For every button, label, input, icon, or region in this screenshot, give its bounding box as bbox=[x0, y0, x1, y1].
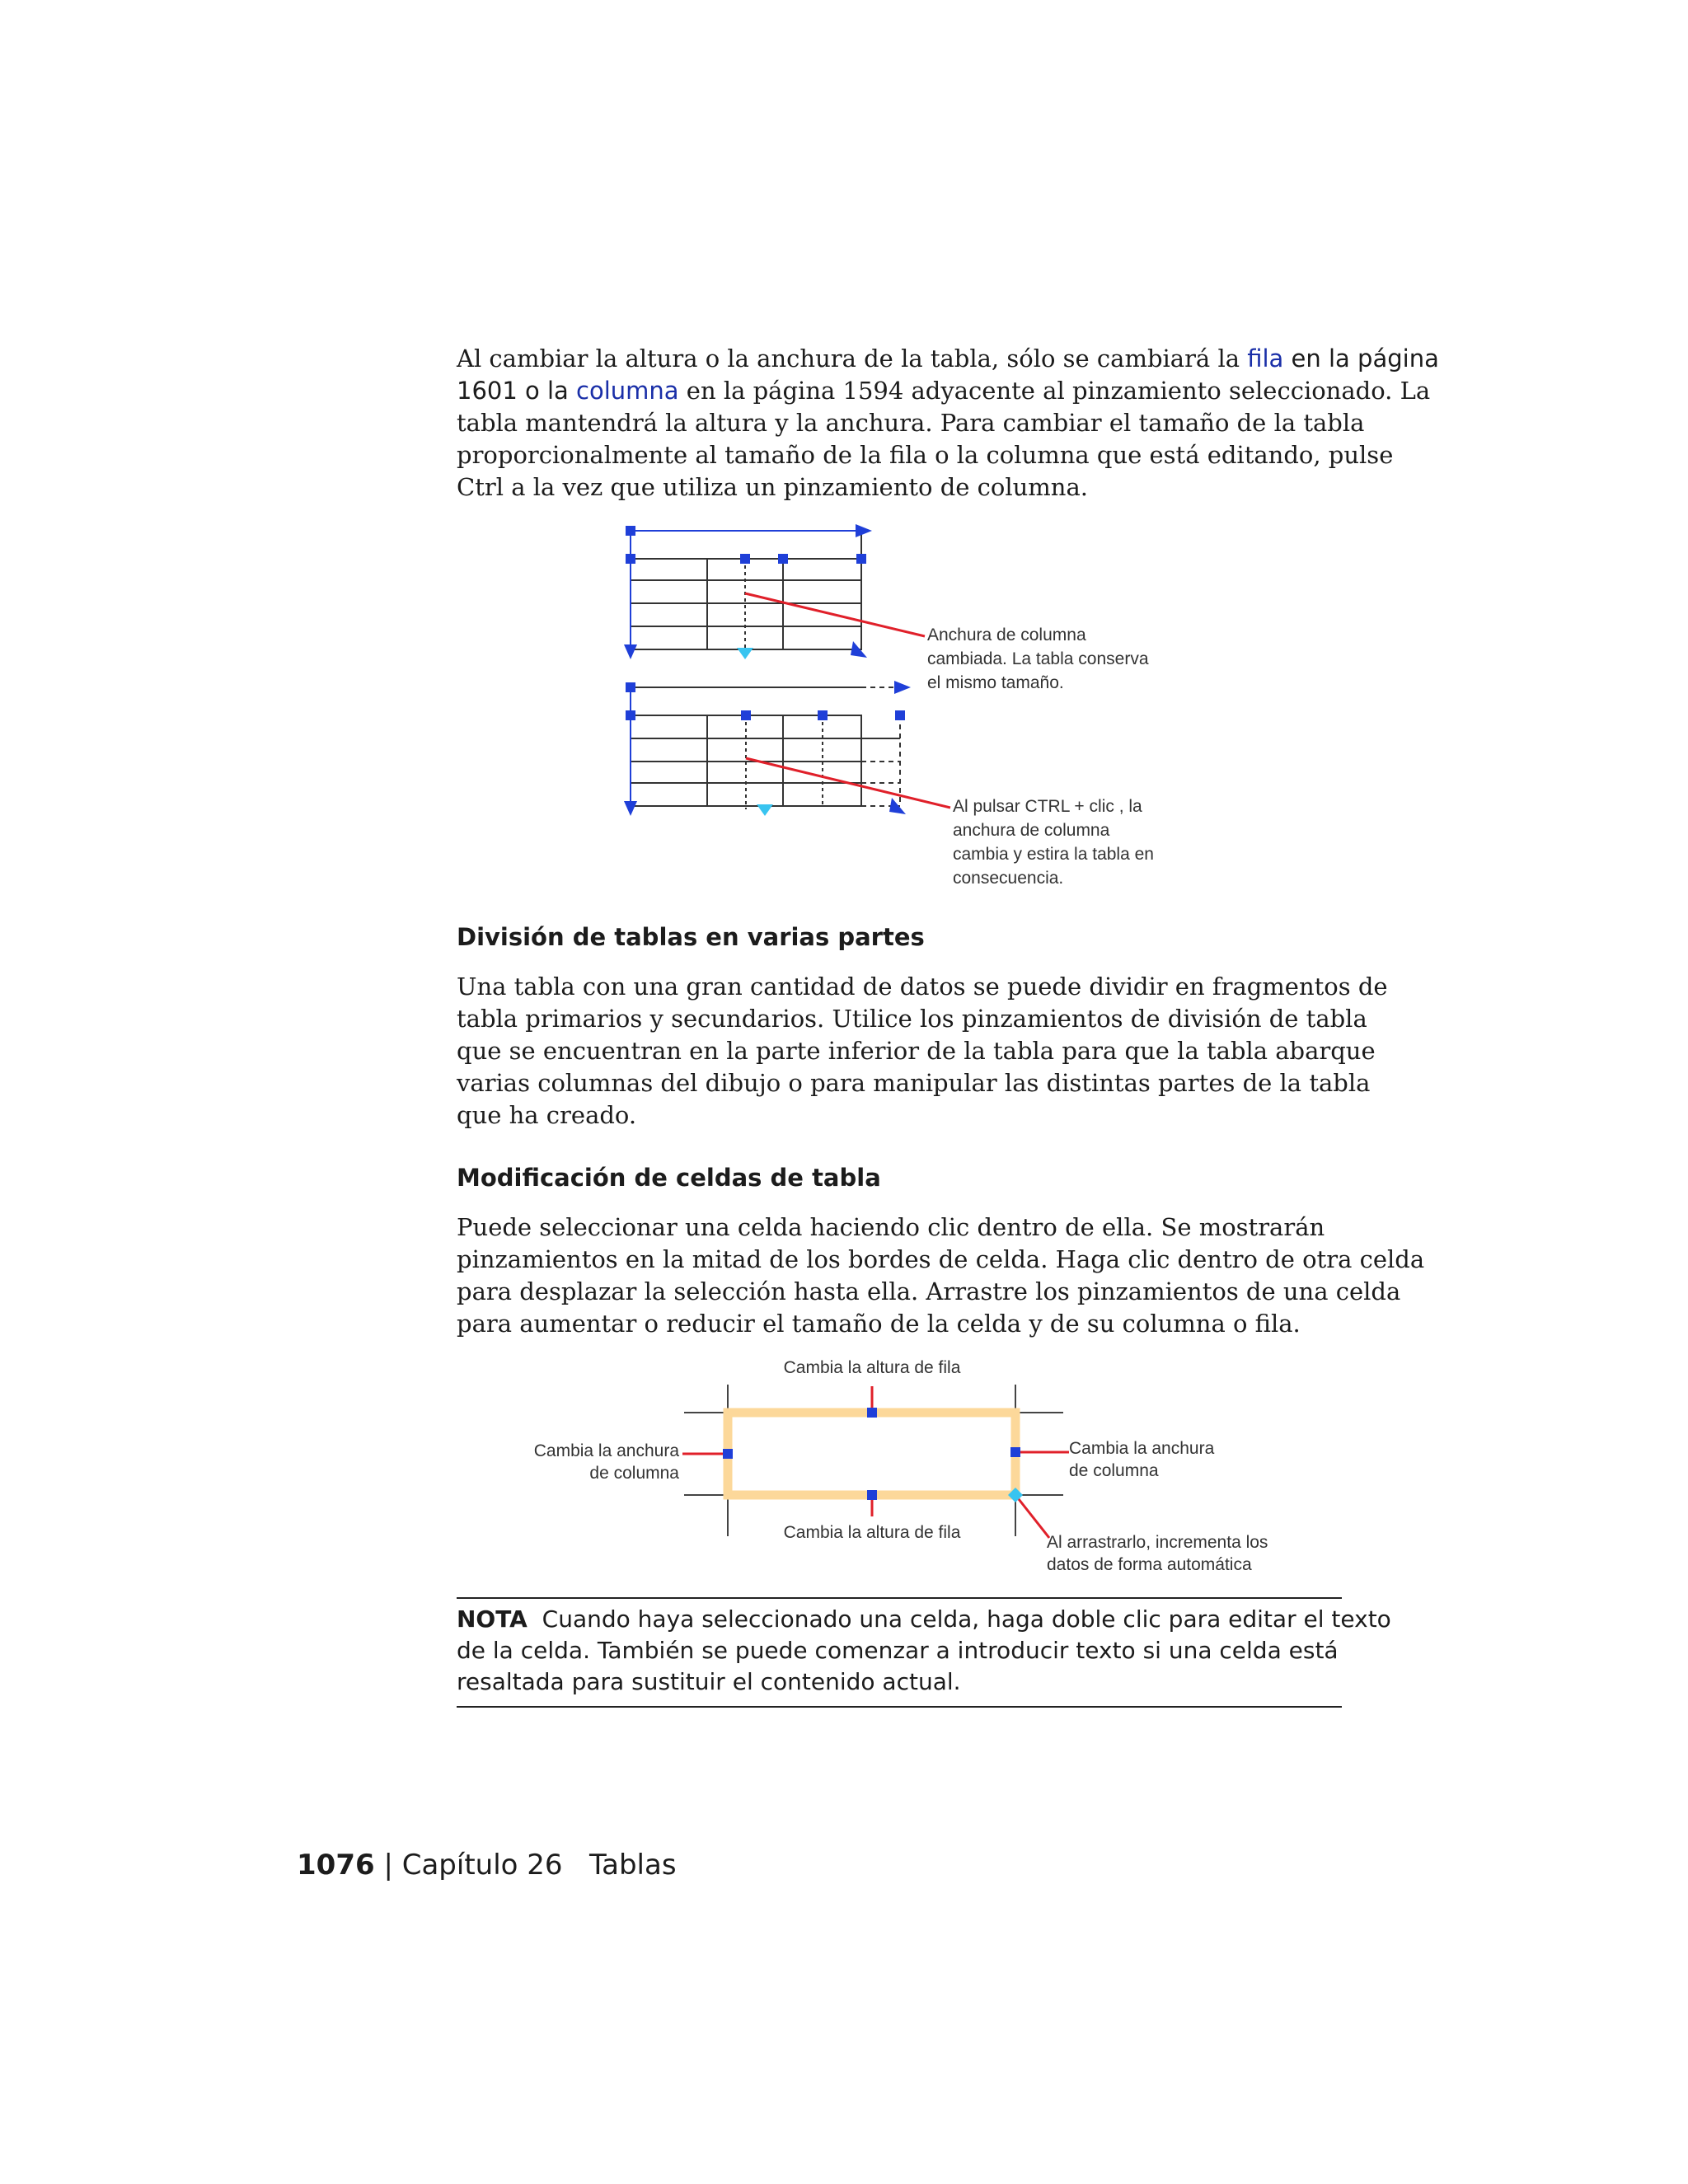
figure2-left-label-2: de columna bbox=[589, 1464, 679, 1483]
section1-line: que ha creado. bbox=[457, 1101, 637, 1129]
section1-line: que se encuentran en la parte inferior de la tabla para que la tabla abarque bbox=[457, 1037, 1376, 1065]
note-box bbox=[457, 1597, 1391, 1708]
cell-grid-lines bbox=[684, 1385, 1063, 1536]
column-width-figure bbox=[610, 511, 1203, 898]
section-heading-division: División de tablas en varias partes bbox=[457, 923, 925, 951]
section2-line: para aumentar o reducir el tamaño de la celda y de su columna o fila. bbox=[457, 1310, 1301, 1338]
section2-line: para desplazar la selección hasta ella. Arrastre los pinzamientos de una celda bbox=[457, 1277, 1401, 1305]
page-number: 1076 bbox=[297, 1849, 375, 1882]
cell-grips-figure bbox=[528, 1352, 1286, 1582]
intro-line-2: 1601 o la columna en la página 1594 adyacente al pinzamiento seleccionado. La bbox=[457, 377, 1431, 405]
grip-icon[interactable] bbox=[856, 554, 866, 564]
arrow-corner-icon bbox=[851, 641, 867, 658]
grip-icon[interactable] bbox=[626, 526, 635, 536]
section1-line: Una tabla con una gran cantidad de datos se puede dividir en fragmentos de bbox=[457, 972, 1388, 1001]
arrow-down-icon bbox=[624, 801, 637, 816]
intro-line-4: proporcionalmente al tamaño de la fila o la columna que está editando, pulse bbox=[457, 441, 1394, 469]
section2-paragraph bbox=[457, 1212, 1425, 1340]
figure2-right-label-1: Cambia la anchura bbox=[1069, 1439, 1215, 1458]
intro-line-1: Al cambiar la altura o la anchura de la tabla, sólo se cambiará la fila en la página bbox=[457, 344, 1439, 373]
grip-icon[interactable] bbox=[626, 682, 635, 692]
chapter-title: Tablas bbox=[588, 1849, 677, 1882]
figure2-right-label-2: de columna bbox=[1069, 1461, 1159, 1480]
figure1-bottom-label-1: Al pulsar CTRL + clic , la bbox=[953, 797, 1142, 816]
note-line: NOTA Cuando haya seleccionado una celda, haga doble clic para editar el texto bbox=[457, 1605, 1391, 1633]
chapter-label: Capítulo 26 bbox=[401, 1849, 563, 1882]
arrow-right-icon bbox=[856, 524, 872, 537]
grip-icon[interactable] bbox=[867, 1408, 877, 1418]
grip-icon[interactable] bbox=[867, 1490, 877, 1500]
figure1-top-label-2: cambiada. La tabla conserva bbox=[927, 649, 1149, 668]
grip-icon[interactable] bbox=[723, 1449, 733, 1459]
selected-cell-highlight[interactable] bbox=[728, 1413, 1015, 1495]
section1-line: varias columnas del dibujo o para manipular las distintas partes de la tabla bbox=[457, 1069, 1371, 1097]
grip-icon[interactable] bbox=[778, 554, 788, 564]
figure1-bottom-label-4: consecuencia. bbox=[953, 869, 1064, 888]
arrow-down-icon bbox=[624, 644, 637, 659]
page-footer bbox=[297, 1849, 677, 1882]
note-line: resaltada para sustituir el contenido actual. bbox=[457, 1668, 961, 1695]
note-label: NOTA bbox=[457, 1605, 528, 1633]
grip-icon[interactable] bbox=[626, 710, 635, 720]
grip-icon[interactable] bbox=[895, 710, 905, 720]
footer-separator: | bbox=[383, 1849, 393, 1882]
section1-line: tabla primarios y secundarios. Utilice los pinzamientos de división de tabla bbox=[457, 1005, 1367, 1033]
arrow-corner-icon bbox=[889, 798, 906, 814]
figure2-top-label: Cambia la altura de fila bbox=[783, 1358, 961, 1377]
section-heading-modificacion: Modificación de celdas de tabla bbox=[457, 1164, 881, 1192]
figure1-bottom-label-3: cambia y estira la tabla en bbox=[953, 845, 1154, 864]
grip-icon[interactable] bbox=[740, 554, 750, 564]
table-break-grip-icon[interactable] bbox=[757, 804, 773, 816]
intro-paragraph bbox=[457, 343, 1439, 504]
upper-table bbox=[631, 531, 861, 653]
intro-line-3: tabla mantendrá la altura y la anchura. Para cambiar el tamaño de la tabla bbox=[457, 409, 1365, 437]
intro-line-5: Ctrl a la vez que utiliza un pinzamiento de columna. bbox=[457, 473, 1088, 501]
figure2-bottom-label: Cambia la altura de fila bbox=[783, 1523, 961, 1542]
section1-paragraph bbox=[457, 971, 1388, 1132]
leader-line bbox=[745, 593, 925, 636]
section2-line: Puede seleccionar una celda haciendo clic dentro de ella. Se mostrarán bbox=[457, 1213, 1325, 1241]
grip-icon[interactable] bbox=[1010, 1447, 1020, 1457]
figure1-bottom-label-2: anchura de columna bbox=[953, 821, 1110, 840]
table-break-grip-icon[interactable] bbox=[737, 648, 753, 659]
link-fila[interactable]: fila bbox=[1247, 344, 1284, 373]
note-line: de la celda. También se puede comenzar a introducir texto si una celda está bbox=[457, 1637, 1339, 1664]
link-columna[interactable]: columna bbox=[576, 377, 679, 405]
grip-icon[interactable] bbox=[741, 710, 751, 720]
leader-line bbox=[1015, 1495, 1049, 1538]
figure1-top-label-1: Anchura de columna bbox=[927, 626, 1086, 644]
grip-icon[interactable] bbox=[626, 554, 635, 564]
section2-line: pinzamientos en la mitad de los bordes de celda. Haga clic dentro de otra celda bbox=[457, 1245, 1425, 1273]
grip-icon[interactable] bbox=[818, 710, 828, 720]
figure2-left-label-1: Cambia la anchura bbox=[533, 1441, 679, 1460]
arrow-right-icon bbox=[894, 681, 911, 694]
figure2-corner-label-2: datos de forma automática bbox=[1047, 1555, 1252, 1574]
figure2-corner-label-1: Al arrastrarlo, incrementa los bbox=[1047, 1533, 1268, 1552]
figure1-top-label-3: el mismo tamaño. bbox=[927, 673, 1064, 692]
lower-table bbox=[631, 687, 900, 809]
